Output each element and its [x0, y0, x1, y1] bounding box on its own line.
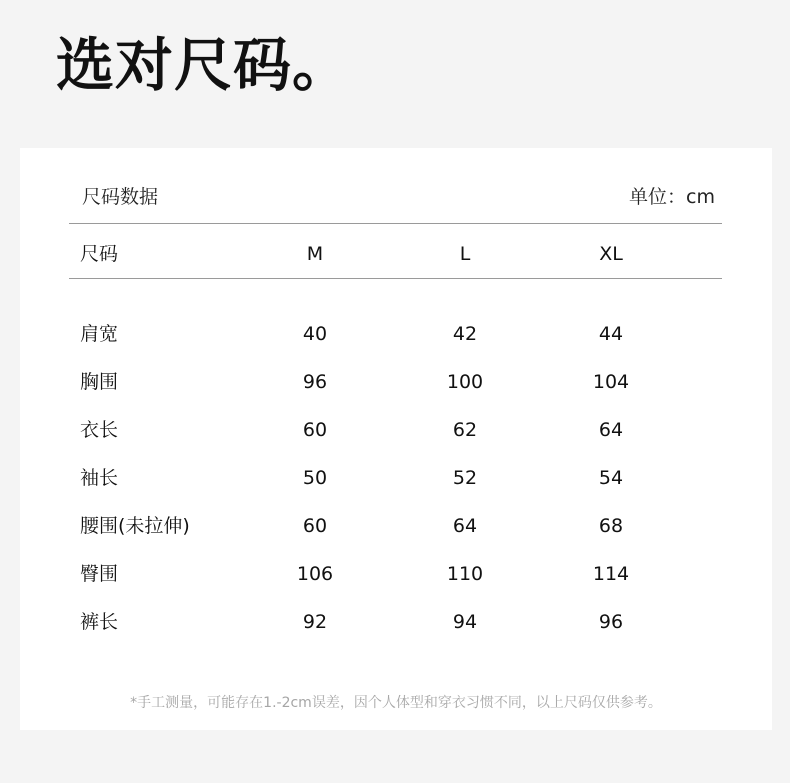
cell-m: 50 — [302, 467, 328, 489]
column-header-xl: XL — [599, 243, 623, 265]
table-row — [20, 368, 772, 396]
table-row — [20, 464, 772, 492]
cell-xl: 64 — [598, 419, 624, 441]
cell-m: 60 — [302, 515, 328, 537]
row-label: 臀围 — [80, 563, 119, 585]
cell-xl: 44 — [598, 323, 624, 345]
header-top-divider — [69, 223, 722, 224]
row-label: 裤长 — [80, 611, 119, 633]
row-label: 腰围(未拉伸) — [80, 515, 190, 537]
table-row — [20, 608, 772, 636]
table-row — [20, 416, 772, 444]
cell-l: 42 — [452, 323, 478, 345]
cell-m: 60 — [302, 419, 328, 441]
row-label: 肩宽 — [80, 323, 119, 345]
size-chart-card — [20, 148, 772, 730]
card-header — [82, 183, 715, 207]
table-row — [20, 512, 772, 540]
header-bottom-divider — [69, 278, 722, 279]
cell-m: 106 — [296, 563, 334, 585]
cell-xl: 96 — [598, 611, 624, 633]
cell-xl: 104 — [592, 371, 630, 393]
column-header-l: L — [459, 243, 471, 265]
table-header-row — [20, 240, 772, 268]
row-label: 衣长 — [80, 419, 119, 441]
table-row — [20, 320, 772, 348]
cell-xl: 54 — [598, 467, 624, 489]
cell-l: 52 — [452, 467, 478, 489]
column-header-m: M — [306, 243, 324, 265]
table-row — [20, 560, 772, 588]
cell-l: 100 — [446, 371, 484, 393]
row-label: 袖长 — [80, 467, 119, 489]
cell-m: 96 — [302, 371, 328, 393]
column-header-size: 尺码 — [80, 243, 119, 265]
cell-m: 92 — [302, 611, 328, 633]
cell-l: 110 — [446, 563, 484, 585]
row-label: 胸围 — [80, 371, 119, 393]
page-title: 选对尺码。 — [56, 31, 352, 99]
cell-l: 94 — [452, 611, 478, 633]
cell-xl: 114 — [592, 563, 630, 585]
cell-l: 64 — [452, 515, 478, 537]
unit-label: 单位：cm — [629, 185, 715, 208]
size-data-label: 尺码数据 — [82, 185, 159, 208]
cell-xl: 68 — [598, 515, 624, 537]
cell-l: 62 — [452, 419, 478, 441]
measurement-disclaimer: *手工测量，可能存在1.-2cm误差，因个人体型和穿衣习惯不同，以上尺码仅供参考。 — [130, 695, 662, 711]
cell-m: 40 — [302, 323, 328, 345]
